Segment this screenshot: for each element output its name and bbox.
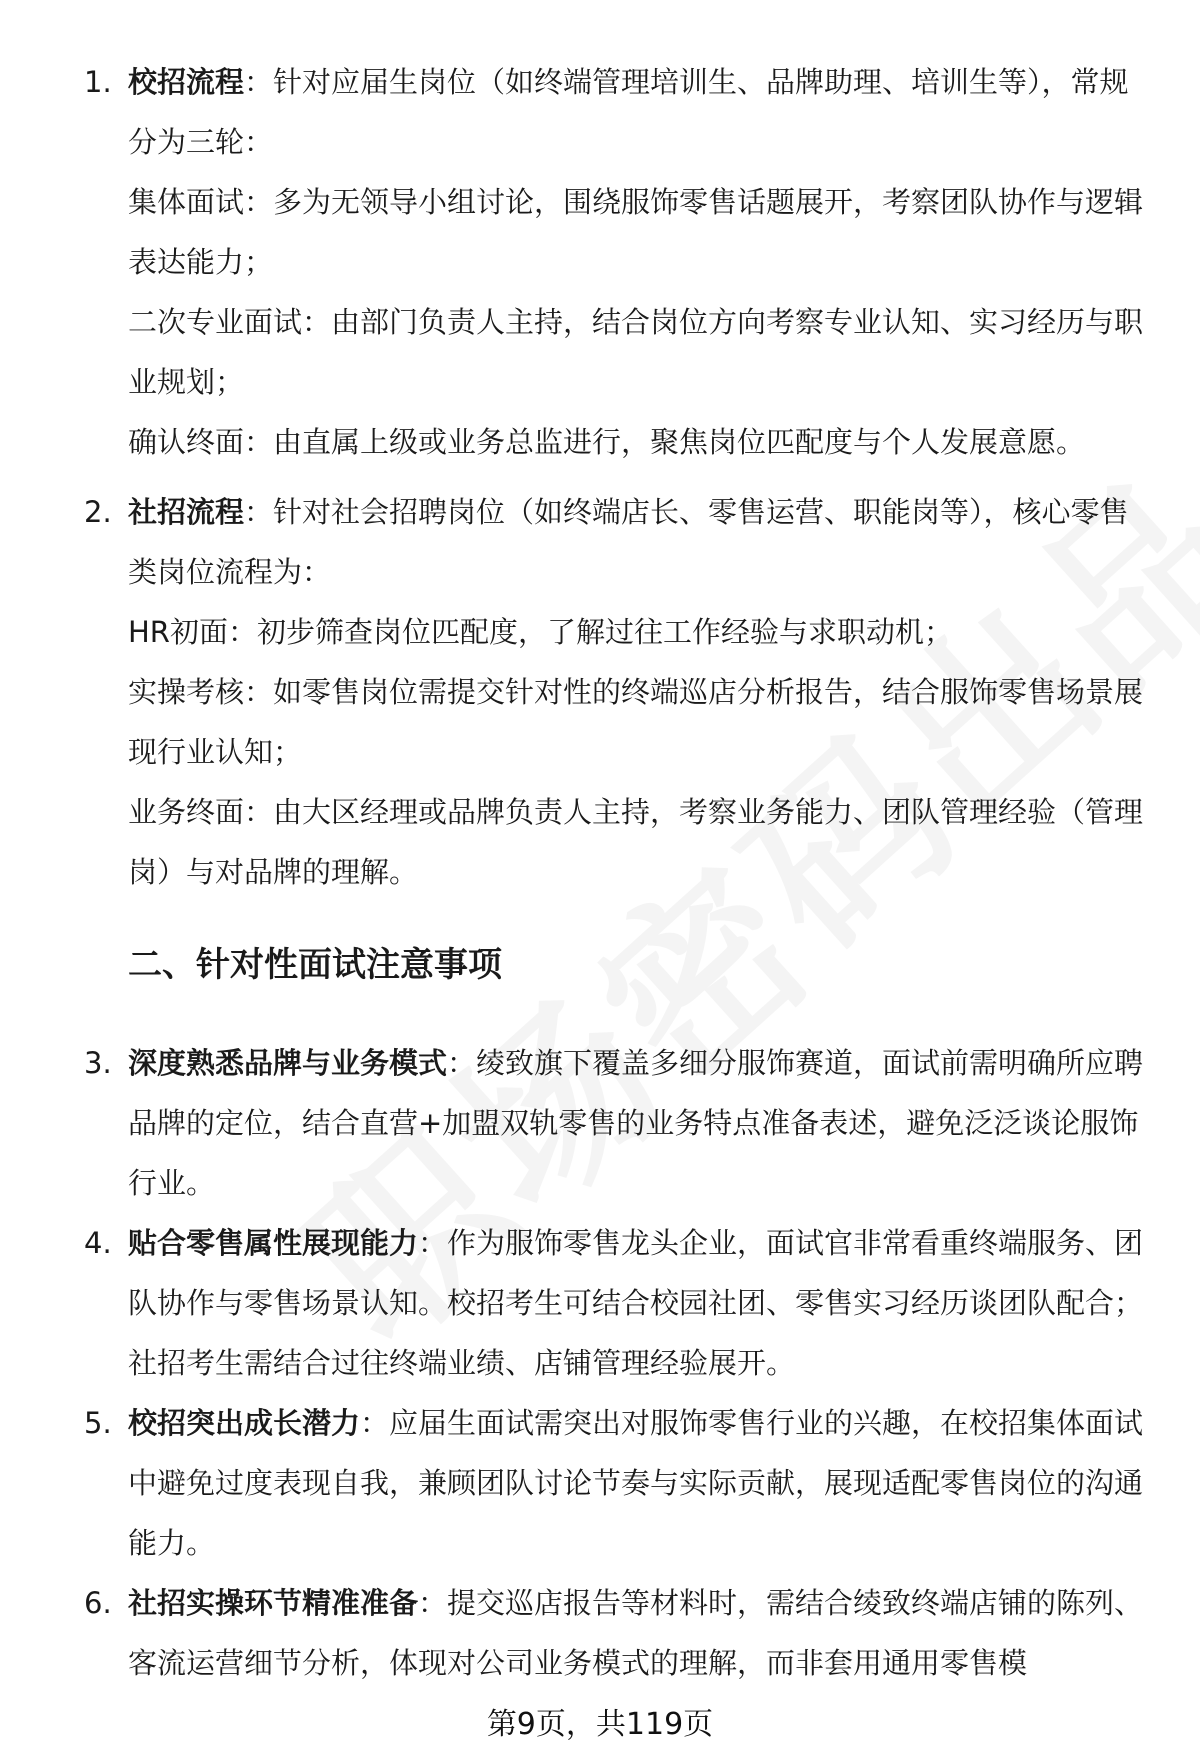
paragraph: HR初面：初步筛查岗位匹配度，了解过往工作经验与求职动机； <box>128 615 953 649</box>
list-item-social-process <box>84 482 1144 902</box>
paragraph: 二次专业面试：由部门负责人主持，结合岗位方向考察专业认知、实习经历与职业规划； <box>128 305 1144 399</box>
list-term: 校招突出成长潜力 <box>128 1406 361 1440</box>
list-term: 社招实操环节精准准备 <box>128 1586 419 1620</box>
list-number: 5. <box>84 1406 112 1440</box>
paragraph: 社招实操环节精准准备：提交巡店报告等材料时，需结合绫致终端店铺的陈列、客流运营细节分析，体现对公司业务模式的理解，而非套用通用零售模 <box>128 1586 1144 1680</box>
paragraph: 贴合零售属性展现能力：作为服饰零售龙头企业，面试官非常看重终端服务、团队协作与零售场景认知。校招考生可结合校园社团、零售实习经历谈团队配合；社招考生需结合过往终端业绩、店铺管理经验展开。 <box>128 1226 1144 1380</box>
list-number: 3. <box>84 1046 112 1080</box>
paragraph: 校招流程：针对应届生岗位（如终端管理培训生、品牌助理、培训生等），常规分为三轮： <box>128 65 1129 159</box>
list-item-tip-brand <box>84 1033 1144 1213</box>
list-term: 贴合零售属性展现能力 <box>128 1226 419 1260</box>
paragraph: 集体面试：多为无领导小组讨论，围绕服饰零售话题展开，考察团队协作与逻辑表达能力； <box>128 185 1144 279</box>
paragraph: 确认终面：由直属上级或业务总监进行，聚焦岗位匹配度与个人发展意愿。 <box>128 425 1086 459</box>
list-item-tip-practical <box>84 1573 1144 1693</box>
paragraph: 校招突出成长潜力：应届生面试需突出对服饰零售行业的兴趣，在校招集体面试中避免过度表现自我，兼顾团队讨论节奏与实际贡献，展现适配零售岗位的沟通能力。 <box>128 1406 1144 1560</box>
paragraph: 业务终面：由大区经理或品牌负责人主持，考察业务能力、团队管理经验（管理岗）与对品牌的理解。 <box>128 795 1144 889</box>
paragraph: 深度熟悉品牌与业务模式：绫致旗下覆盖多细分服饰赛道，面试前需明确所应聘品牌的定位，结合直营+加盟双轨零售的业务特点准备表述，避免泛泛谈论服饰行业。 <box>128 1046 1144 1200</box>
paragraph: 社招流程：针对社会招聘岗位（如终端店长、零售运营、职能岗等），核心零售类岗位流程为： <box>128 495 1129 589</box>
list-term: 社招流程 <box>128 495 245 529</box>
paragraph: 实操考核：如零售岗位需提交针对性的终端巡店分析报告，结合服饰零售场景展现行业认知； <box>128 675 1144 769</box>
list-item-tip-retail <box>84 1213 1144 1393</box>
section-heading: 二、针对性面试注意事项 <box>128 945 502 985</box>
list-number: 2. <box>84 495 112 529</box>
list-term: 校招流程 <box>128 65 245 99</box>
list-number: 1. <box>84 65 112 99</box>
list-number: 6. <box>84 1586 112 1620</box>
page-footer: 第9页，共119页 <box>486 1707 714 1742</box>
list-term: 深度熟悉品牌与业务模式 <box>128 1046 448 1080</box>
list-item-campus-process <box>84 52 1144 472</box>
list-number: 4. <box>84 1226 112 1260</box>
list-item-tip-potential <box>84 1393 1144 1573</box>
